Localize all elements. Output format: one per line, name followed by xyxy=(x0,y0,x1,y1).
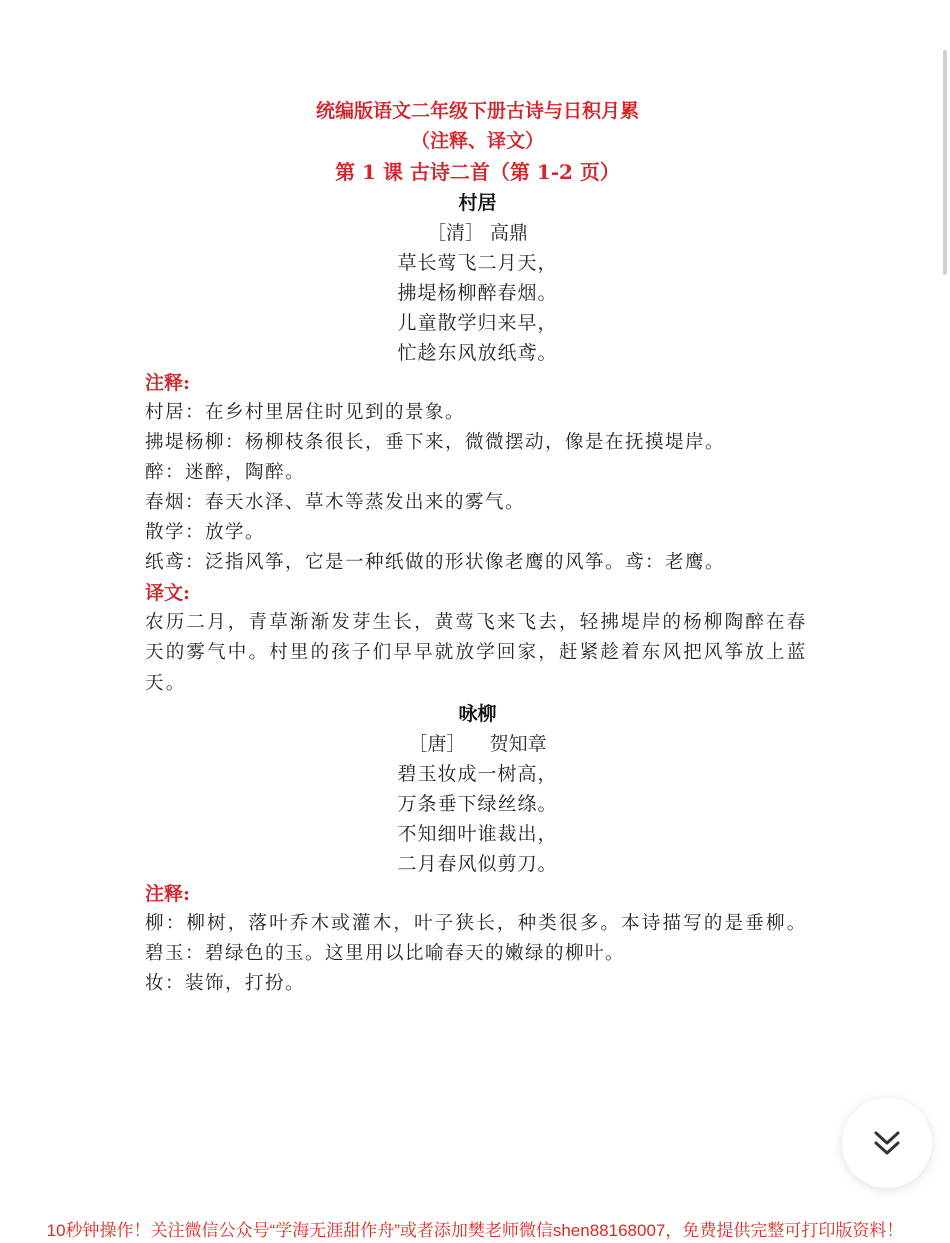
translation-label: 译文: xyxy=(145,582,191,604)
note-item: 妆：装饰，打扮。 xyxy=(145,973,306,995)
poem-author: ［清］ 高鼎 xyxy=(426,222,529,244)
chevron-double-down-icon xyxy=(870,1126,904,1160)
poem-line: 草长莺飞二月天， xyxy=(397,252,558,274)
poem-line: 不知细叶谁裁出， xyxy=(397,822,558,845)
poem-line: 拂堤杨柳醉春烟。 xyxy=(397,282,558,304)
note-item: 春烟：春天水泽、草木等蒸发出来的雾气。 xyxy=(145,492,526,513)
notes-label: 注释: xyxy=(145,372,191,394)
note-item: 散学：放学。 xyxy=(145,522,266,543)
poem-line: 忙趁东风放纸鸢。 xyxy=(397,342,558,364)
poem-line: 二月春风似剪刀。 xyxy=(397,852,558,875)
poem-line: 儿童散学归来早， xyxy=(397,312,558,334)
notes-label: 注释: xyxy=(145,882,191,905)
poem-line: 万条垂下绿丝绦。 xyxy=(397,792,558,815)
note-item: 碧玉：碧绿色的玉。这里用以比喻春天的嫩绿的柳叶。 xyxy=(145,943,626,965)
lesson-title: 第 1 课 古诗二首（第 1-2 页） xyxy=(335,160,620,184)
poem-title: 咏柳 xyxy=(458,702,497,725)
poem-title: 村居 xyxy=(458,192,497,214)
document-subtitle: （注释、译文） xyxy=(410,130,544,152)
note-item: 柳：柳树，落叶乔木或灌木，叶子狭长，种类很多。本诗描写的是垂柳。 xyxy=(145,912,808,934)
note-item: 村居：在乡村里居住时见到的景象。 xyxy=(145,402,466,423)
scroll-down-button[interactable] xyxy=(842,1098,932,1188)
note-item: 醉：迷醉，陶醉。 xyxy=(145,462,306,483)
poem-yongliu xyxy=(145,699,810,999)
note-item: 纸鸢：泛指风筝，它是一种纸做的形状像老鹰的风筝。鸢：老鹰。 xyxy=(145,552,726,573)
scrollbar[interactable] xyxy=(943,50,947,275)
document-content xyxy=(145,96,810,999)
poem-author: ［唐］ 贺知章 xyxy=(408,732,547,755)
promo-footer: 10秒钟操作！关注微信公众号“学海无涯甜作舟”或者添加樊老师微信shen88168007，免费提供完整可打印版资料！ xyxy=(46,1221,904,1240)
poem-cunju xyxy=(145,188,810,699)
note-item: 拂堤杨柳：杨柳枝条很长，垂下来，微微摆动，像是在抚摸堤岸。 xyxy=(145,432,726,453)
translation-text: 农历二月，青草渐渐发芽生长，黄莺飞来飞去，轻拂堤岸的杨柳陶醉在春天的雾气中。村里的孩子们早早就放学回家，赶紧趁着东风把风筝放上蓝天。 xyxy=(145,612,808,694)
document-title: 统编版语文二年级下册古诗与日积月累 xyxy=(315,100,639,122)
poem-line: 碧玉妆成一树高， xyxy=(397,762,558,785)
